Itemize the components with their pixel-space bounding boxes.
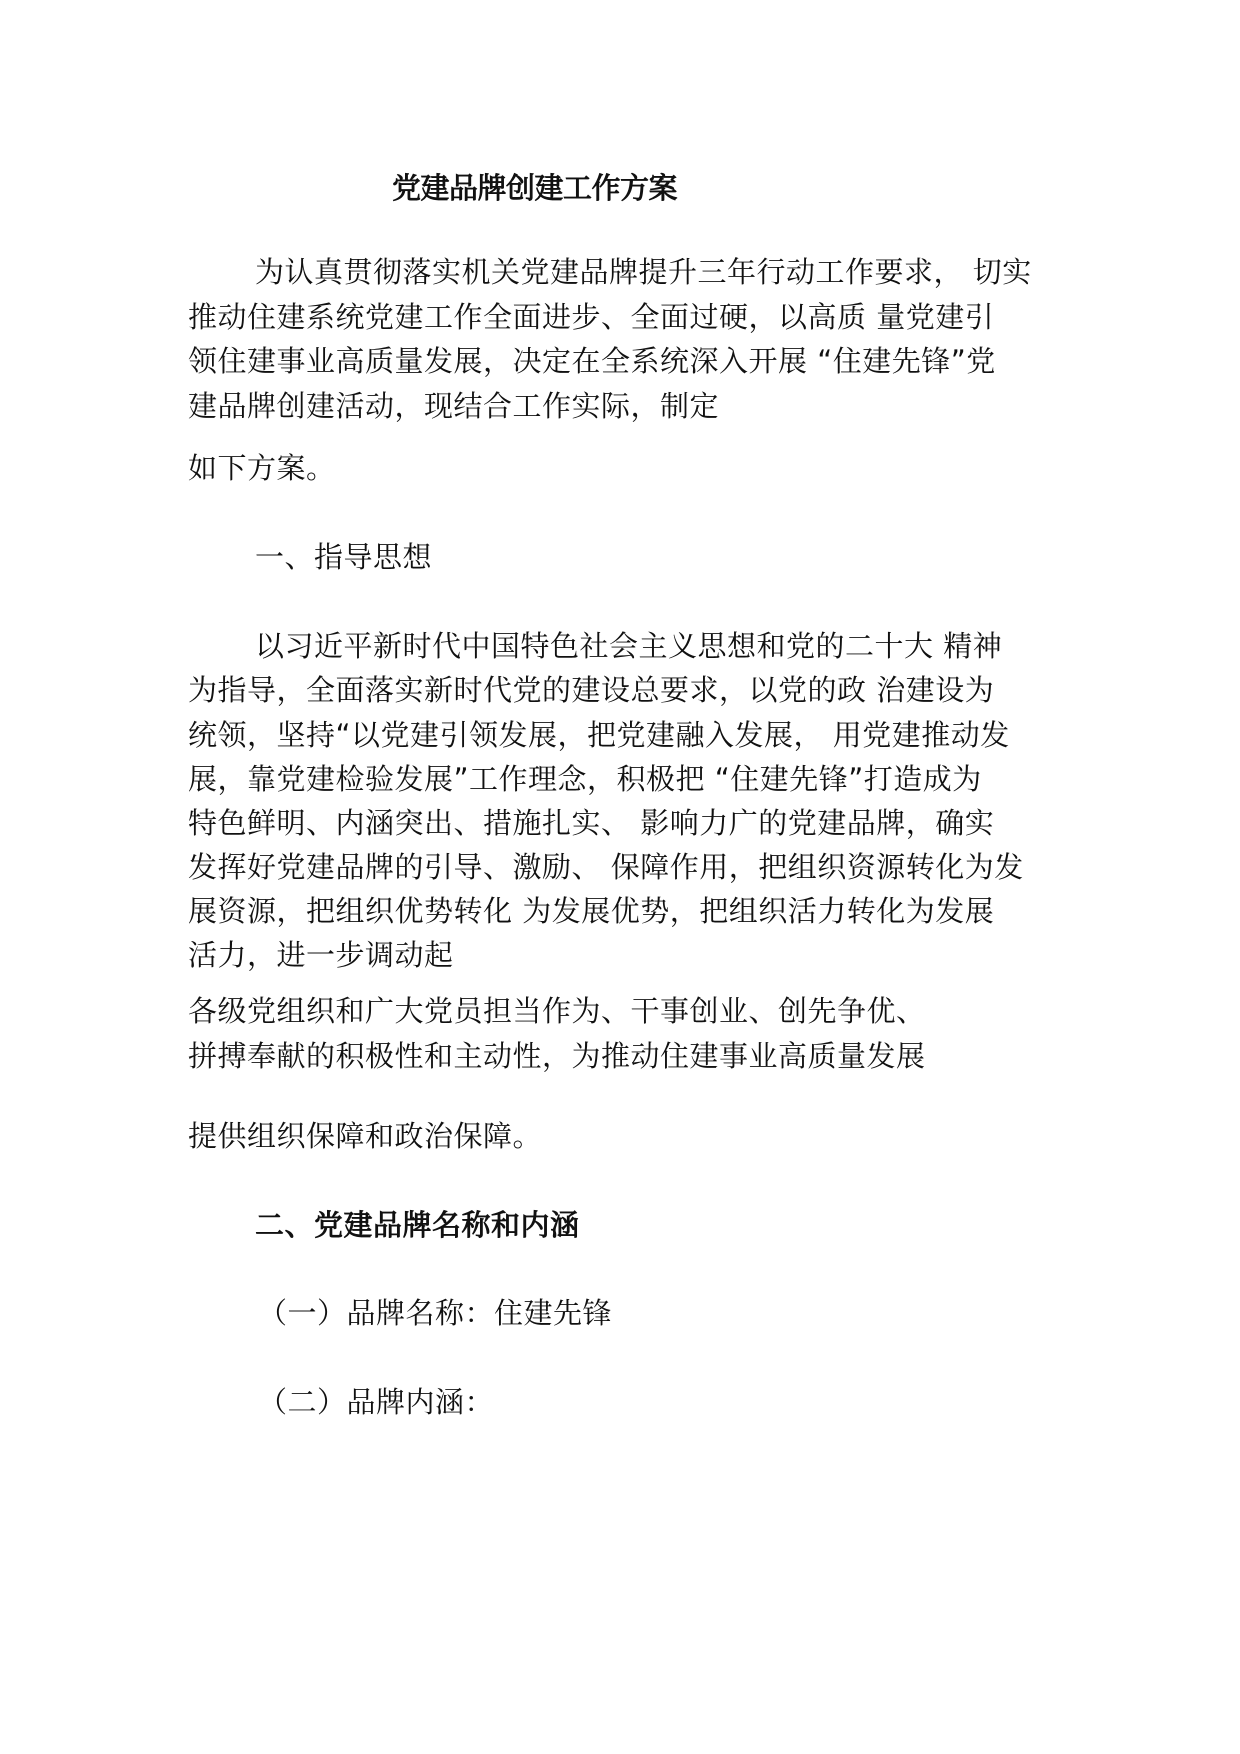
- intro-line-4: 建品牌创建活动，现结合工作实际，制定: [188, 389, 720, 423]
- intro-line-1: 为认真贯彻落实机关党建品牌提升三年行动工作要求， 切实: [255, 255, 1032, 289]
- brand-meaning-subheading: （二）品牌内涵：: [258, 1385, 495, 1419]
- section-1-line-7: 展资源，把组织优势转化 为发展优势，把组织活力转化为发展: [188, 894, 995, 928]
- section-1-line-1: 以习近平新时代中国特色社会主义思想和党的二十大 精神: [255, 629, 1003, 663]
- section-1-continued-line-2: 拼搏奉献的积极性和主动性，为推动住建事业高质量发展: [188, 1039, 926, 1073]
- section-1-line-6: 发挥好党建品牌的引导、激励、 保障作用，把组织资源转化为发: [188, 850, 1024, 884]
- brand-name-subheading: （一）品牌名称：住建先锋: [258, 1296, 613, 1330]
- section-1-tail: 提供组织保障和政治保障。: [188, 1119, 543, 1153]
- section-2-heading: 二、党建品牌名称和内涵: [255, 1208, 580, 1242]
- section-1-line-4: 展，靠党建检验发展”工作理念，积极把 “住建先锋”打造成为: [188, 762, 982, 796]
- section-1-heading: 一、指导思想: [255, 540, 433, 574]
- section-1-line-3: 统领，坚持“以党建引领发展，把党建融入发展， 用党建推动发: [188, 718, 1010, 752]
- section-1-line-8: 活力，进一步调动起: [188, 938, 454, 972]
- document-title: 党建品牌创建工作方案: [392, 171, 678, 205]
- intro-tail: 如下方案。: [188, 451, 336, 485]
- intro-line-3: 领住建事业高质量发展，决定在全系统深入开展 “住建先锋”党: [188, 344, 996, 378]
- section-1-line-5: 特色鲜明、内涵突出、措施扎实、 影响力广的党建品牌，确实: [188, 806, 995, 840]
- section-1-continued-line-1: 各级党组织和广大党员担当作为、干事创业、创先争优、: [188, 994, 926, 1028]
- section-1-line-2: 为指导，全面落实新时代党的建设总要求，以党的政 治建设为: [188, 673, 995, 707]
- intro-line-2: 推动住建系统党建工作全面进步、全面过硬，以高质 量党建引: [188, 300, 995, 334]
